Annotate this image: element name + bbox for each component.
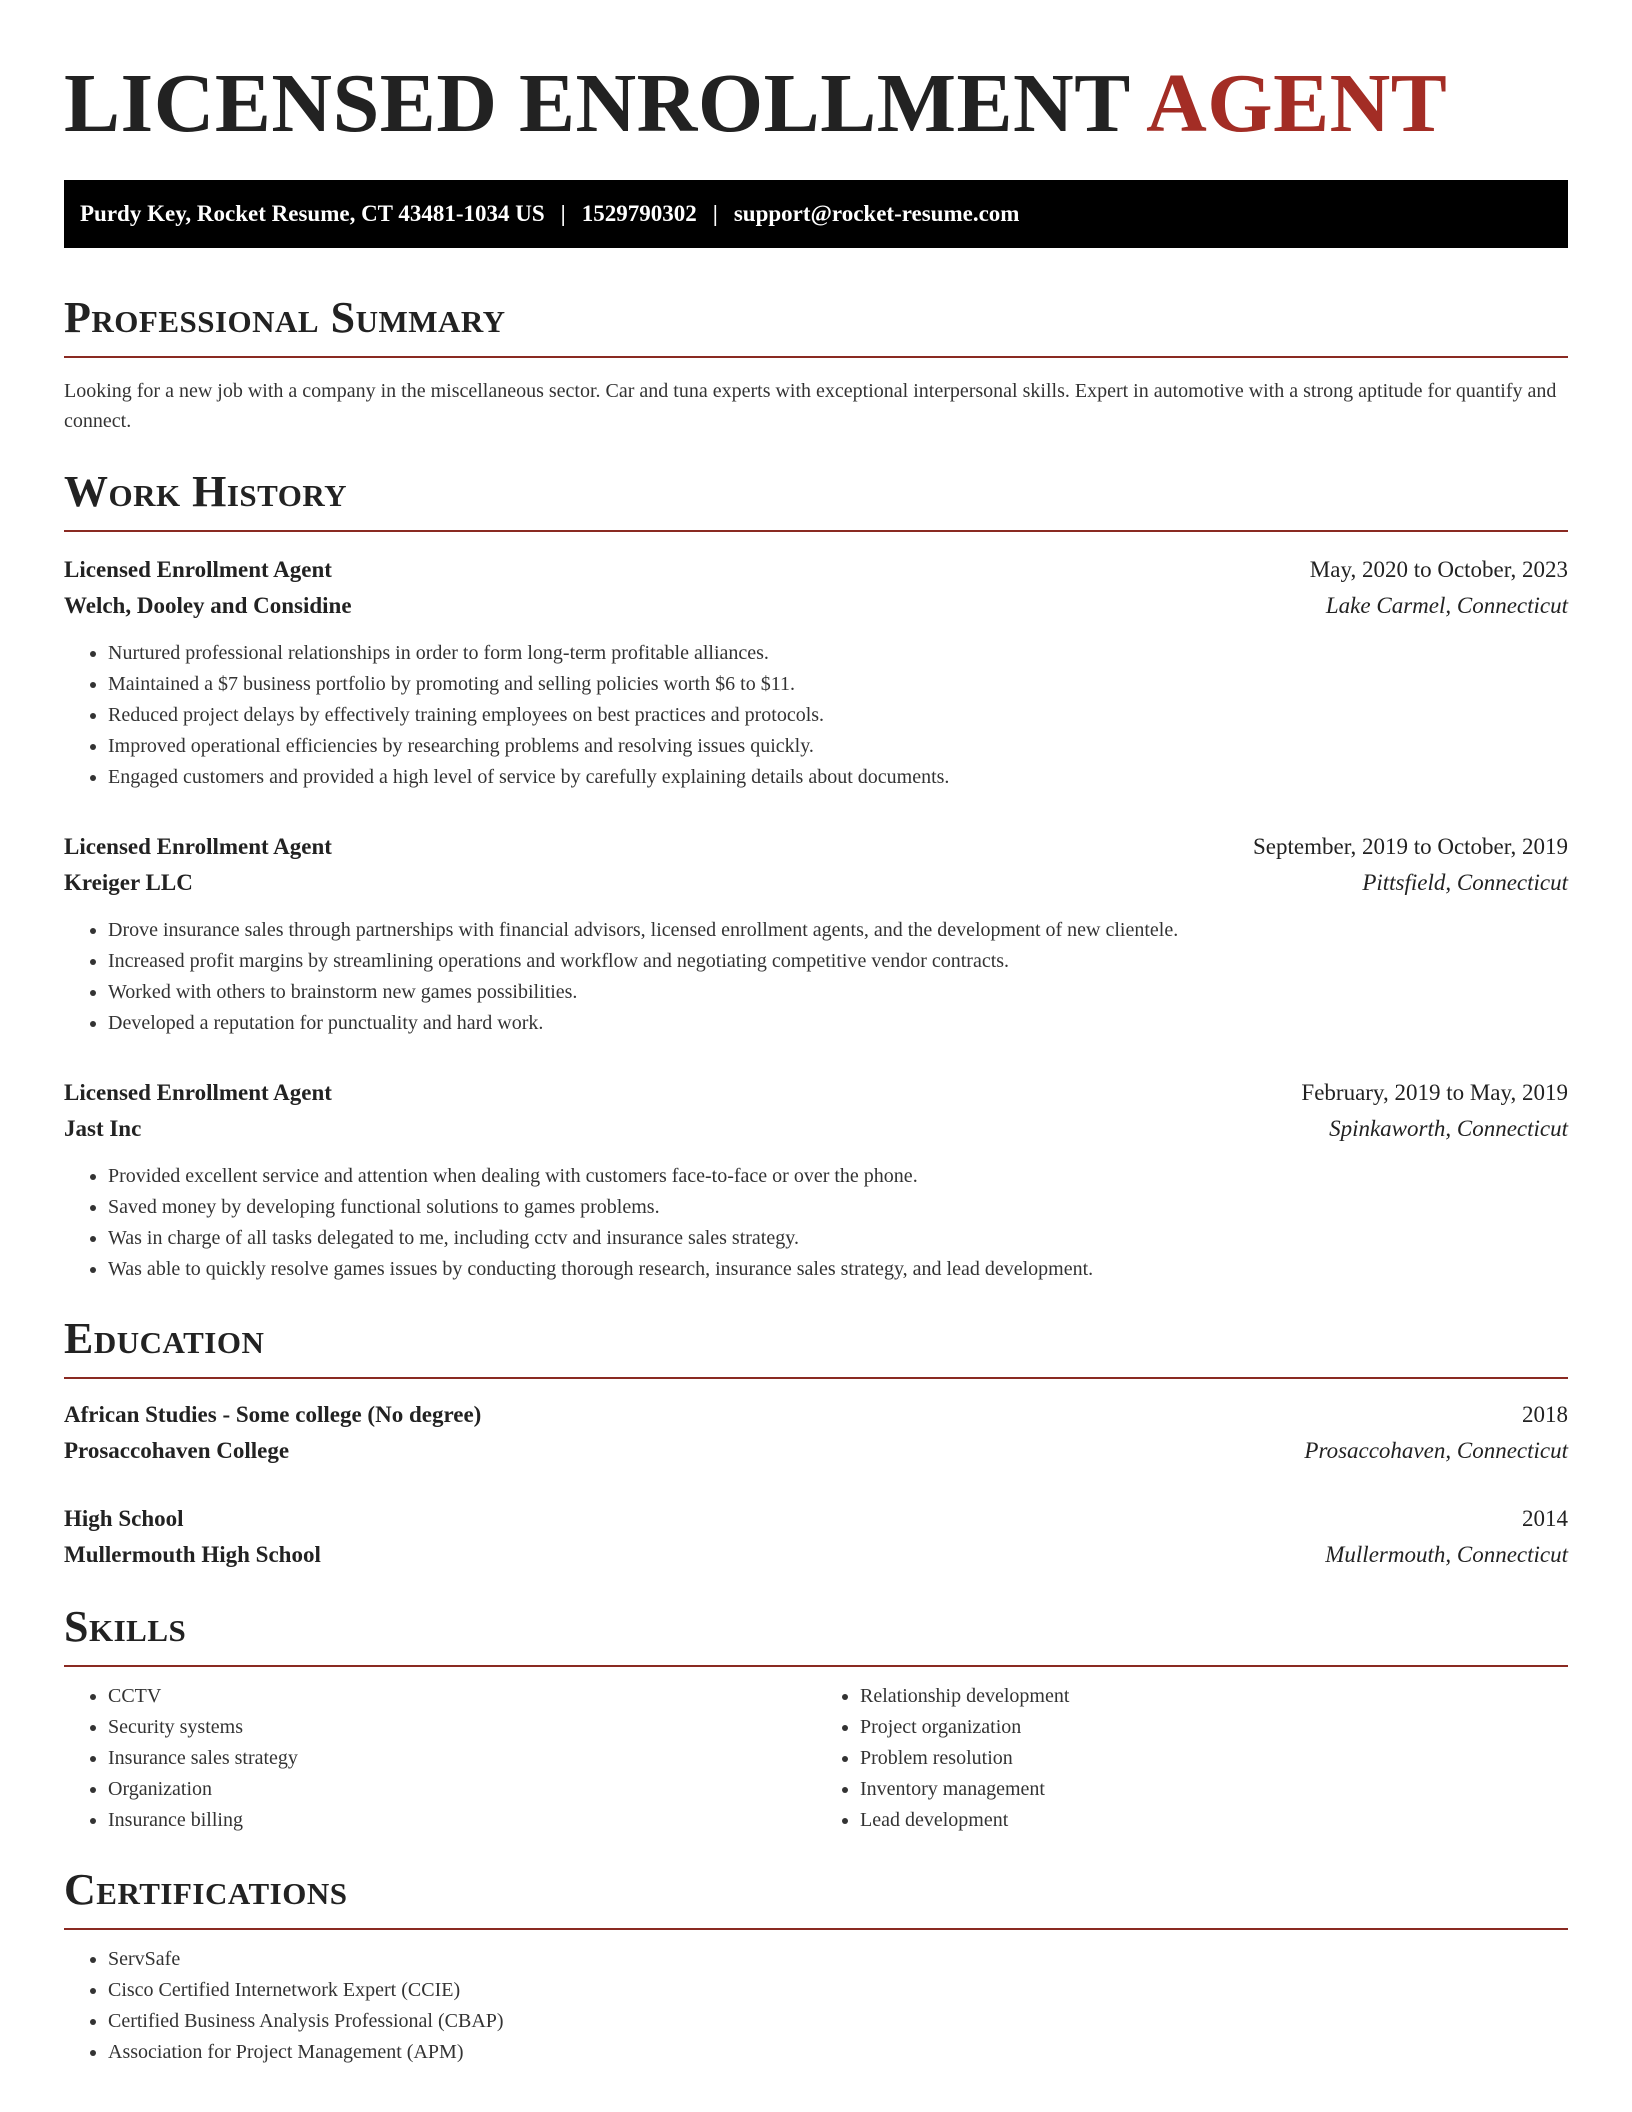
contact-email[interactable]: support@rocket-resume.com — [733, 201, 1020, 226]
job-company: Kreiger LLC — [64, 870, 193, 895]
summary-heading: Professional Summary — [64, 292, 1568, 358]
job-bullet: • Drove insurance sales through partnerships with financial advisors, licensed enrollment agents, and the development of new clientele. — [108, 915, 1568, 946]
summary-text: Looking for a new job with a company in the miscellaneous sector. Car and tuna experts with exceptional interpersonal skills. Expert in automotive with a strong aptitude for quantify and connect. — [64, 380, 1557, 432]
education-school: Prosaccohaven College — [64, 1438, 290, 1463]
certification-item: • Certified Business Analysis Professional (CBAP) — [108, 2006, 1568, 2037]
job-title: Licensed Enrollment Agent — [64, 834, 332, 859]
education-location: Prosaccohaven, Connecticut — [1304, 1438, 1568, 1463]
education-entry — [64, 1501, 1568, 1573]
work-history-section — [64, 466, 1568, 1285]
job-bullet: • Engaged customers and provided a high level of service by carefully explaining details about documents. — [108, 762, 1568, 793]
education-year: 2018 — [1522, 1402, 1568, 1427]
job-entry — [64, 552, 1568, 793]
education-entry — [64, 1397, 1568, 1469]
job-company-row — [64, 1111, 1568, 1147]
certifications-heading: Certifications — [64, 1864, 1568, 1930]
education-school-row — [64, 1433, 1568, 1469]
summary-section — [64, 292, 1568, 436]
education-location: Mullermouth, Connecticut — [1325, 1542, 1568, 1567]
job-dates: September, 2019 to October, 2019 — [1253, 834, 1568, 859]
job-bullet: • Nurtured professional relationships in order to form long-term profitable alliances. — [108, 638, 1568, 669]
skill-item: • Lead development — [860, 1805, 1568, 1836]
contact-separator: | — [560, 201, 566, 226]
education-degree-row — [64, 1501, 1568, 1537]
job-location: Spinkaworth, Connecticut — [1329, 1116, 1568, 1141]
resume-title — [64, 56, 1568, 152]
skill-item: • Relationship development — [860, 1681, 1568, 1712]
job-company: Jast Inc — [64, 1116, 142, 1141]
contact-phone: 1529790302 — [581, 201, 697, 226]
job-company-row — [64, 588, 1568, 624]
certifications-list — [64, 1944, 1568, 2068]
job-bullets — [64, 638, 1568, 793]
job-dates: February, 2019 to May, 2019 — [1301, 1080, 1568, 1105]
job-bullet: • Was able to quickly resolve games issues by conducting thorough research, insurance sales strategy, and lead development. — [108, 1254, 1568, 1285]
job-title: Licensed Enrollment Agent — [64, 557, 332, 582]
skills-grid — [64, 1681, 1568, 1836]
job-bullet: • Increased profit margins by streamlining operations and workflow and negotiating competitive vendor contracts. — [108, 946, 1568, 977]
title-accent: AGENT — [1146, 57, 1448, 150]
contact-address: Purdy Key, Rocket Resume, CT 43481-1034 US — [80, 201, 545, 226]
contact-bar — [64, 180, 1568, 248]
skills-section — [64, 1601, 1568, 1836]
skills-heading: Skills — [64, 1601, 1568, 1667]
job-bullet: • Saved money by developing functional solutions to games problems. — [108, 1192, 1568, 1223]
job-bullets — [64, 1161, 1568, 1285]
job-title-row — [64, 829, 1568, 865]
education-school-row — [64, 1537, 1568, 1573]
skill-item: • Organization — [108, 1774, 816, 1805]
education-degree-row — [64, 1397, 1568, 1433]
skill-item: • Security systems — [108, 1712, 816, 1743]
skill-item: • Problem resolution — [860, 1743, 1568, 1774]
job-location: Pittsfield, Connecticut — [1362, 870, 1568, 895]
job-bullet: • Developed a reputation for punctuality and hard work. — [108, 1008, 1568, 1039]
skills-left-column — [64, 1681, 816, 1836]
job-company: Welch, Dooley and Considine — [64, 593, 352, 618]
skills-right-column — [816, 1681, 1568, 1836]
certification-item: • Association for Project Management (APM) — [108, 2037, 1568, 2068]
skill-item: • Project organization — [860, 1712, 1568, 1743]
job-bullet: • Was in charge of all tasks delegated to me, including cctv and insurance sales strategy. — [108, 1223, 1568, 1254]
job-bullet: • Maintained a $7 business portfolio by promoting and selling policies worth $6 to $11. — [108, 669, 1568, 700]
education-section — [64, 1313, 1568, 1573]
certifications-section — [64, 1864, 1568, 2068]
education-heading: Education — [64, 1313, 1568, 1379]
job-location: Lake Carmel, Connecticut — [1325, 593, 1568, 618]
job-bullet: • Improved operational efficiencies by researching problems and resolving issues quickly. — [108, 731, 1568, 762]
contact-separator: | — [712, 201, 718, 226]
job-bullet: • Reduced project delays by effectively training employees on best practices and protocols. — [108, 700, 1568, 731]
certification-item: • ServSafe — [108, 1944, 1568, 1975]
job-company-row — [64, 865, 1568, 901]
skill-item: • CCTV — [108, 1681, 816, 1712]
job-entry — [64, 829, 1568, 1039]
job-title-row — [64, 552, 1568, 588]
skill-item: • Insurance sales strategy — [108, 1743, 816, 1774]
job-dates: May, 2020 to October, 2023 — [1309, 557, 1568, 582]
job-title: Licensed Enrollment Agent — [64, 1080, 332, 1105]
education-school: Mullermouth High School — [64, 1542, 321, 1567]
education-year: 2014 — [1522, 1506, 1568, 1531]
title-main: LICENSED ENROLLMENT — [64, 57, 1130, 150]
work-history-heading: Work History — [64, 466, 1568, 532]
job-bullets — [64, 915, 1568, 1039]
job-title-row — [64, 1075, 1568, 1111]
job-bullet: • Provided excellent service and attention when dealing with customers face-to-face or over the phone. — [108, 1161, 1568, 1192]
certification-item: • Cisco Certified Internetwork Expert (CCIE) — [108, 1975, 1568, 2006]
skill-item: • Insurance billing — [108, 1805, 816, 1836]
job-entry — [64, 1075, 1568, 1285]
job-bullet: • Worked with others to brainstorm new games possibilities. — [108, 977, 1568, 1008]
skill-item: • Inventory management — [860, 1774, 1568, 1805]
education-degree: African Studies - Some college (No degree) — [64, 1402, 482, 1427]
education-degree: High School — [64, 1506, 184, 1531]
